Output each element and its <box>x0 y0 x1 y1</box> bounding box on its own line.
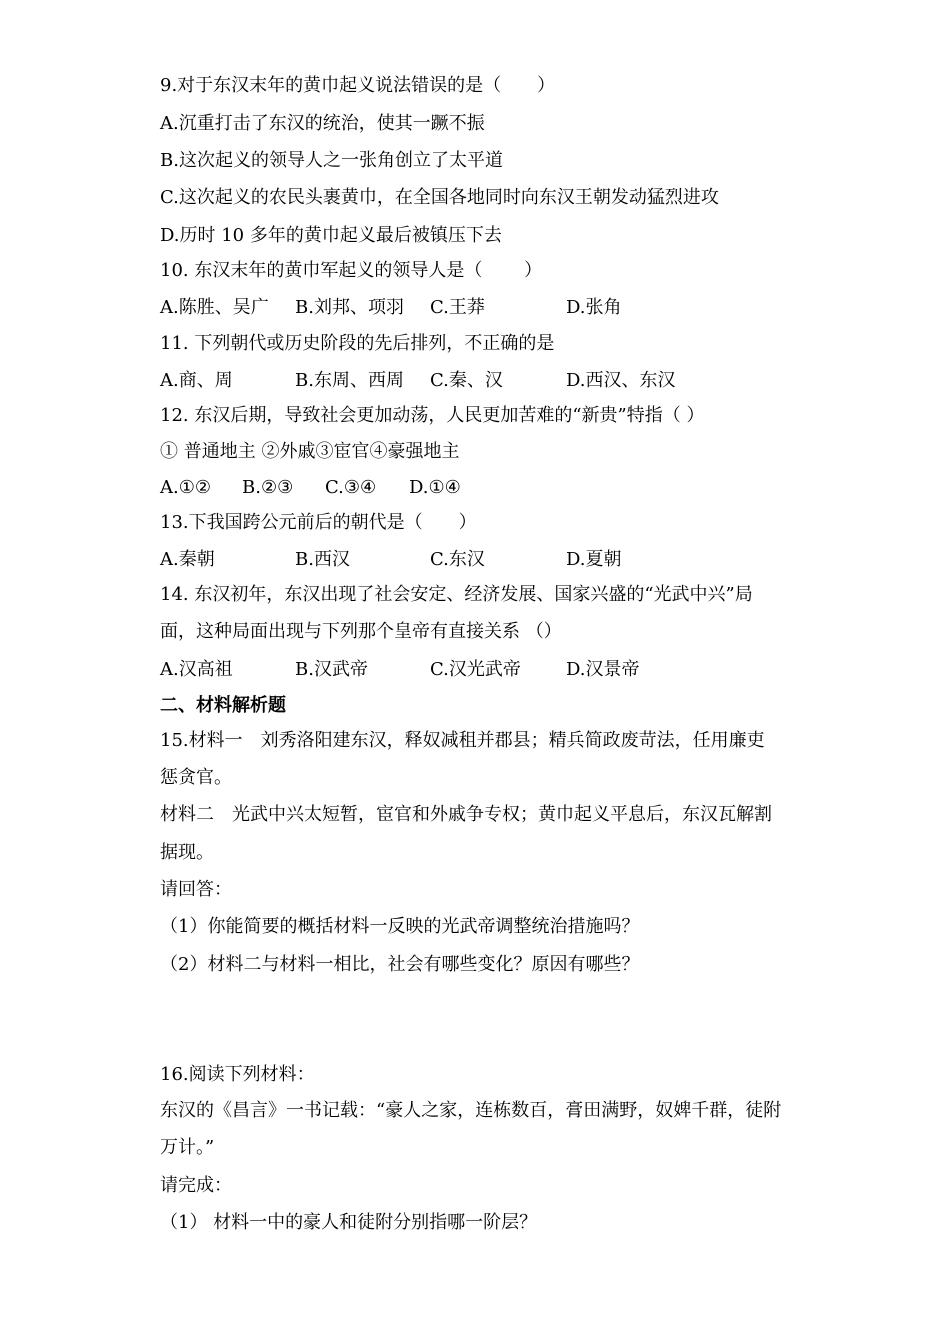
q11-option-d: D.西汉、东汉 <box>566 370 676 391</box>
q10-option-b: B.刘邦、项羽 <box>295 297 404 318</box>
q15-subquestion-2: （2）材料二与材料一相比，社会有哪些变化？原因有哪些？ <box>160 954 640 975</box>
q15-material1-line2: 惩贪官。 <box>160 767 232 788</box>
q15-material1-line1: 15.材料一 刘秀洛阳建东汉，释奴减租并郡县；精兵简政废苛法，任用廉吏 <box>160 730 765 751</box>
q16-material-line1: 东汉的《昌言》一书记载：“豪人之家，连栋数百，膏田满野，奴婢千群，徒附 <box>160 1100 782 1121</box>
q14-stem-line1: 14. 东汉初年，东汉出现了社会安定、经济发展、国家兴盛的“光武中兴”局 <box>160 584 753 605</box>
q14-option-c: C.汉光武帝 <box>430 659 521 680</box>
q15-material2-line1: 材料二 光武中兴太短暂，宦官和外戚争专权；黄巾起义平息后，东汉瓦解割 <box>160 804 772 825</box>
q14-option-d: D.汉景帝 <box>566 659 640 680</box>
q11-option-a: A.商、周 <box>160 370 233 391</box>
q15-material2-line2: 据现。 <box>160 842 214 863</box>
q11-option-c: C.秦、汉 <box>430 370 503 391</box>
q16-subquestion-1: （1） 材料一中的豪人和徒附分别指哪一阶层？ <box>160 1212 538 1233</box>
q11-stem: 11. 下列朝代或历史阶段的先后排列，不正确的是 <box>160 333 555 354</box>
q14-option-a: A.汉高祖 <box>160 659 233 680</box>
q13-option-a: A.秦朝 <box>160 549 215 570</box>
q10-option-a: A.陈胜、吴广 <box>160 297 269 318</box>
q12-option-b: B.②③ <box>242 477 294 498</box>
q12-option-a: A.①② <box>160 477 211 498</box>
q9-option-d: D.历时 10 多年的黄巾起义最后被镇压下去 <box>160 225 502 246</box>
q13-stem: 13.下我国跨公元前后的朝代是（ ） <box>160 512 477 533</box>
q16-material-line2: 万计。” <box>160 1137 215 1158</box>
q9-stem: 9.对于东汉末年的黄巾起义说法错误的是（ ） <box>160 75 556 96</box>
q9-option-c: C.这次起义的农民头裹黄巾，在全国各地同时向东汉王朝发动猛烈进攻 <box>160 187 719 208</box>
q14-option-b: B.汉武帝 <box>295 659 368 680</box>
q14-stem-line2: 面，这种局面出现与下列那个皇帝有直接关系 （） <box>160 621 562 642</box>
q12-stem: 12. 东汉后期，导致社会更加动荡，人民更加苦难的“新贵”特指（ ） <box>160 405 705 426</box>
q10-stem: 10. 东汉末年的黄巾军起义的领导人是（ ） <box>160 260 543 281</box>
q12-option-d: D.①④ <box>409 477 461 498</box>
q11-option-b: B.东周、西周 <box>295 370 404 391</box>
q10-option-c: C.王莽 <box>430 297 485 318</box>
q9-option-b: B.这次起义的领导人之一张角创立了太平道 <box>160 150 503 171</box>
q13-option-c: C.东汉 <box>430 549 485 570</box>
section-title: 二、材料解析题 <box>160 695 286 716</box>
q13-option-d: D.夏朝 <box>566 549 622 570</box>
q12-items: ① 普通地主 ②外戚③宦官④豪强地主 <box>160 441 460 462</box>
q13-option-b: B.西汉 <box>295 549 350 570</box>
q16-prompt: 请完成： <box>160 1175 232 1196</box>
q15-prompt: 请回答： <box>160 879 232 900</box>
q10-option-d: D.张角 <box>566 297 622 318</box>
q15-subquestion-1: （1）你能简要的概括材料一反映的光武帝调整统治措施吗？ <box>160 916 640 937</box>
q12-option-c: C.③④ <box>325 477 377 498</box>
q16-intro: 16.阅读下列材料： <box>160 1064 315 1085</box>
q9-option-a: A.沉重打击了东汉的统治，使其一蹶不振 <box>160 113 485 134</box>
